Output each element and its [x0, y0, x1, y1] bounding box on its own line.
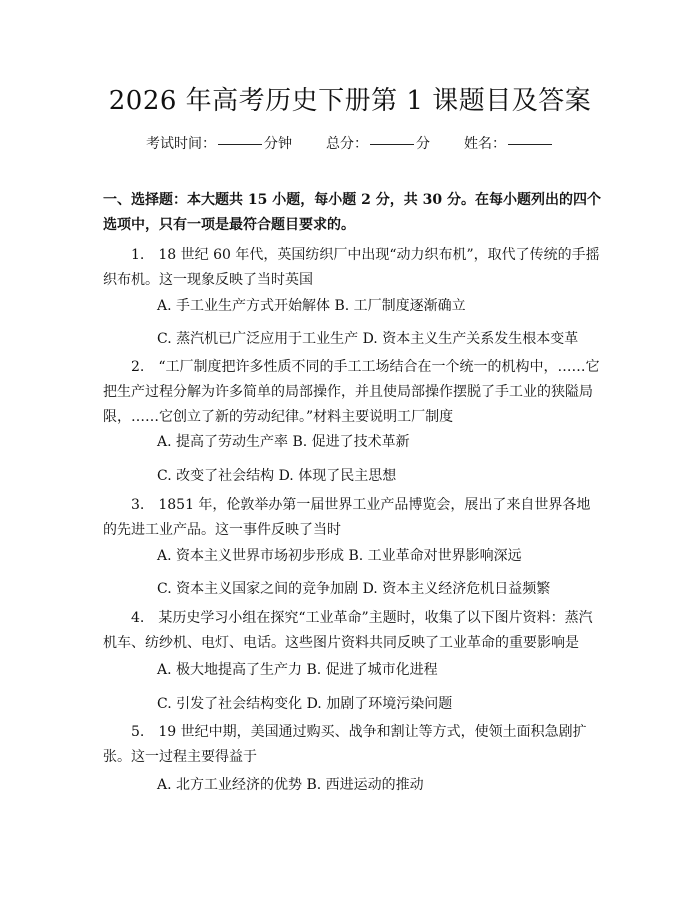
question-4-options-cd: C. 引发了社会结构变化 D. 加剧了环境污染问题	[157, 696, 453, 712]
total-score-blank	[370, 144, 414, 145]
name-field	[464, 133, 554, 153]
page-title: 2026 年高考历史下册第 1 课题目及答案	[108, 86, 592, 116]
question-2-options-cd: C. 改变了社会结构 D. 体现了民主思想	[157, 468, 397, 484]
question-3-options-cd: C. 资本主义国家之间的竞争加剧 D. 资本主义经济危机日益频繁	[157, 581, 551, 597]
question-3-stem: 3. 1851 年，伦敦举办第一届世界工业产品博览会，展出了来自世界各地的先进工业产品。这一事件反映了当时	[103, 497, 591, 538]
exam-time-unit: 分钟	[264, 136, 292, 152]
exam-info-line	[0, 133, 700, 153]
total-score-field	[326, 133, 430, 153]
question-1-stem: 1. 18 世纪 60 年代，英国纺织厂中出现“动力织布机”，取代了传统的手摇织布机。这一现象反映了当时英国	[103, 247, 600, 288]
exam-time-label: 考试时间：	[146, 136, 216, 152]
question-2-options-ab: A. 提高了劳动生产率 B. 促进了技术革新	[157, 434, 410, 450]
question-5-stem: 5. 19 世纪中期，美国通过购买、战争和割让等方式，使领土面积急剧扩张。这一过程主要得益于	[103, 724, 587, 765]
question-1-options-cd: C. 蒸汽机已广泛应用于工业生产 D. 资本主义生产关系发生根本变革	[157, 331, 579, 347]
total-score-label: 总分：	[326, 136, 368, 152]
exam-time-field	[146, 133, 292, 153]
question-3-options-ab: A. 资本主义世界市场初步形成 B. 工业革命对世界影响深远	[157, 548, 522, 564]
name-label: 姓名：	[464, 136, 506, 152]
total-score-unit: 分	[416, 136, 430, 152]
question-4-stem: 4. 某历史学习小组在探究“工业革命”主题时，收集了以下图片资料：蒸汽机车、纺纱机、电灯、电话。这些图片资料共同反映了工业革命的重要影响是	[103, 610, 593, 651]
name-blank	[508, 144, 552, 145]
question-4-options-ab: A. 极大地提高了生产力 B. 促进了城市化进程	[157, 662, 438, 678]
section-heading: 一、选择题：本大题共 15 小题，每小题 2 分，共 30 分。在每小题列出的四个选项中，只有一项是最符合题目要求的。	[103, 192, 601, 233]
exam-time-blank	[218, 144, 262, 145]
question-5-options-ab: A. 北方工业经济的优势 B. 西进运动的推动	[157, 777, 424, 793]
question-1-options-ab: A. 手工业生产方式开始解体 B. 工厂制度逐渐确立	[157, 298, 466, 314]
question-2-stem: 2. “工厂制度把许多性质不同的手工工场结合在一个统一的机构中，……它把生产过程分解为许多简单的局部操作，并且使局部操作摆脱了手工业的狭隘局限，……它创立了新的劳动纪律。”材料主要说明工厂制度	[103, 359, 600, 425]
